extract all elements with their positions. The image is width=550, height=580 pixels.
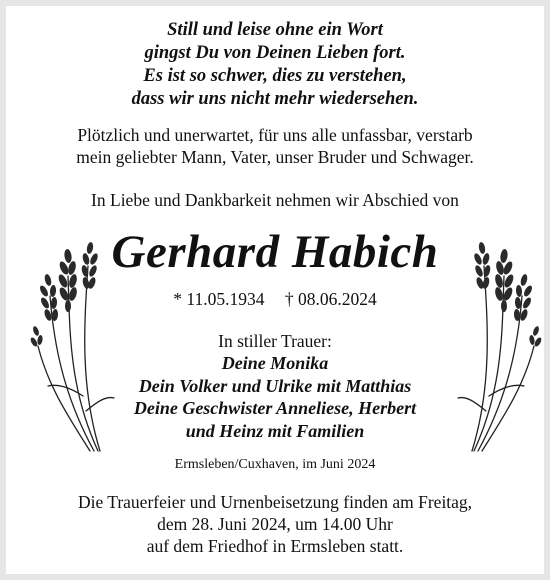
- mourner-line: Deine Monika: [221, 353, 329, 373]
- mourning-heading: In stiller Trauer:: [218, 331, 332, 351]
- intro-text: [6, 124, 544, 168]
- intro-line: Plötzlich und unerwartet, für uns alle unfassbar, verstarb: [77, 125, 473, 145]
- death-date: † 08.06.2024: [284, 289, 377, 309]
- poem-line: dass wir uns nicht mehr wiedersehen.: [131, 89, 419, 109]
- poem-line: Es ist so schwer, dies zu verstehen,: [143, 66, 407, 86]
- funeral-line: dem 28. Juni 2024, um 14.00 Uhr: [157, 514, 393, 534]
- mourner-line: Dein Volker und Ulrike mit Matthias: [138, 375, 412, 396]
- mourner-line: Deine Geschwister Anneliese, Herbert: [133, 398, 417, 418]
- deceased-name: Gerhard Habich: [111, 226, 439, 278]
- poem-line: gingst Du von Deinen Lieben fort.: [144, 43, 406, 63]
- farewell-text: In Liebe und Dankbarkeit nehmen wir Abschied von: [91, 190, 459, 210]
- funeral-line: Die Trauerfeier und Urnenbeisetzung finden am Freitag,: [77, 492, 473, 512]
- funeral-line: auf dem Friedhof in Ermsleben statt.: [146, 536, 404, 556]
- birth-date: * 11.05.1934: [173, 289, 265, 309]
- poem-line: Still und leise ohne ein Wort: [167, 20, 383, 40]
- place-date: Ermsleben/Cuxhaven, im Juni 2024: [174, 457, 376, 472]
- intro-line: mein geliebter Mann, Vater, unser Bruder und Schwager.: [76, 147, 474, 167]
- poem: [6, 19, 544, 111]
- wheat-icon: [28, 236, 118, 458]
- wheat-icon: [454, 236, 544, 458]
- obituary-card: [6, 6, 544, 574]
- mourner-line: und Heinz mit Familien: [185, 420, 365, 441]
- funeral-info: [6, 491, 544, 557]
